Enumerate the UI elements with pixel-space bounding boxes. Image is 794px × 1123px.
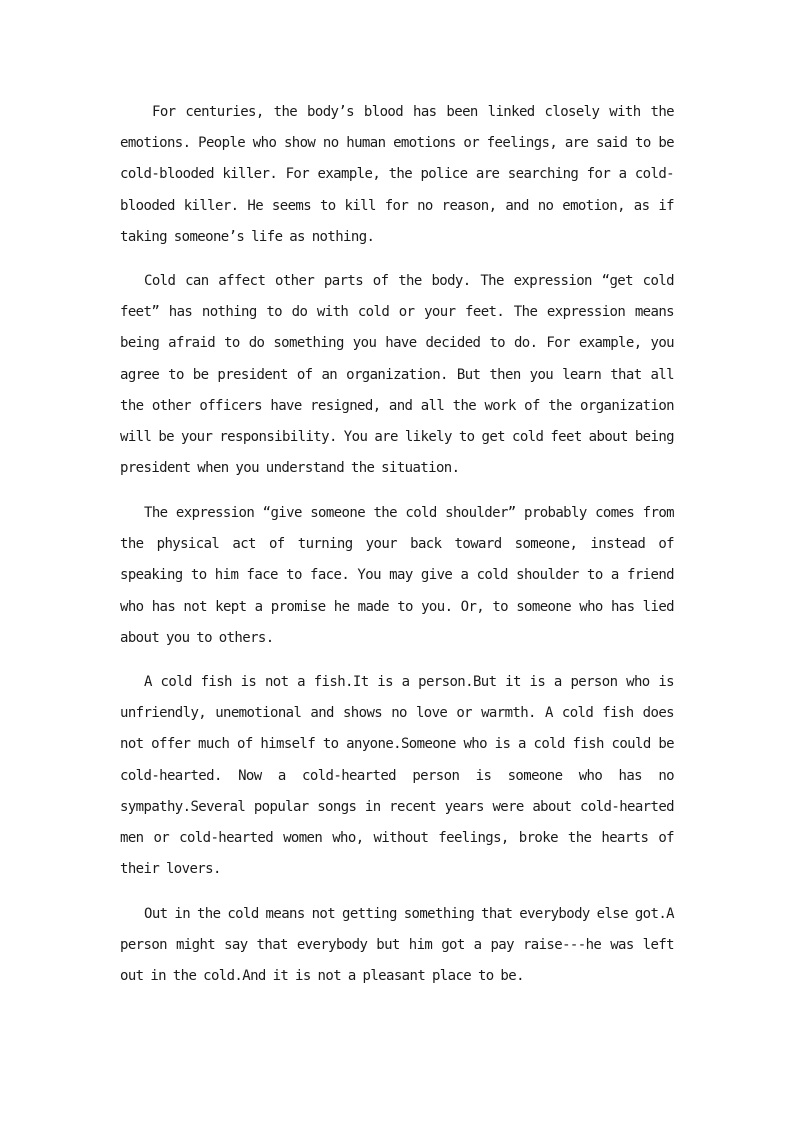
paragraph-cold-blooded: For centuries, the body’s blood has been linked closely with the emotions. People who show no human emotions or feelings, are said to be cold-blooded killer. For example, the police are searching for a cold-blooded killer. He seems to kill for no reason, and no emotion, as if taking someone’s life as nothing. — [120, 104, 674, 245]
paragraph-cold-feet: Cold can affect other parts of the body. The expression “get cold feet” has nothing to do with cold or your feet. The expression means being afraid to do something you have decided to do. For example, you agree to be president of an organization. But then you learn that all the other officers have resigned, and all the work of the organization will be your responsibility. You are likely to get cold feet about being president when you understand the situation. — [120, 273, 674, 477]
paragraph-cold-shoulder: The expression “give someone the cold shoulder” probably comes from the physical act of turning your back toward someone, instead of speaking to him face to face. You may give a cold shoulder to a friend who has not kept a promise he made to you. Or, to someone who has lied about you to others. — [120, 505, 674, 646]
paragraph-cold-fish: A cold fish is not a fish.It is a person.But it is a person who is unfriendly, unemotional and shows no love or warmth. A cold fish does not offer much of himself to anyone.Someone who is a cold fish could be cold-hearted. Now a cold-hearted person is someone who has no sympathy.Several popular songs in recent years were about cold-hearted men or cold-hearted women who, without feelings, broke the hearts of their lovers. — [120, 674, 674, 878]
paragraph-out-in-the-cold: Out in the cold means not getting something that everybody else got.A person might say that everybody but him got a pay raise---he was left out in the cold.And it is not a pleasant place to be. — [120, 906, 674, 985]
